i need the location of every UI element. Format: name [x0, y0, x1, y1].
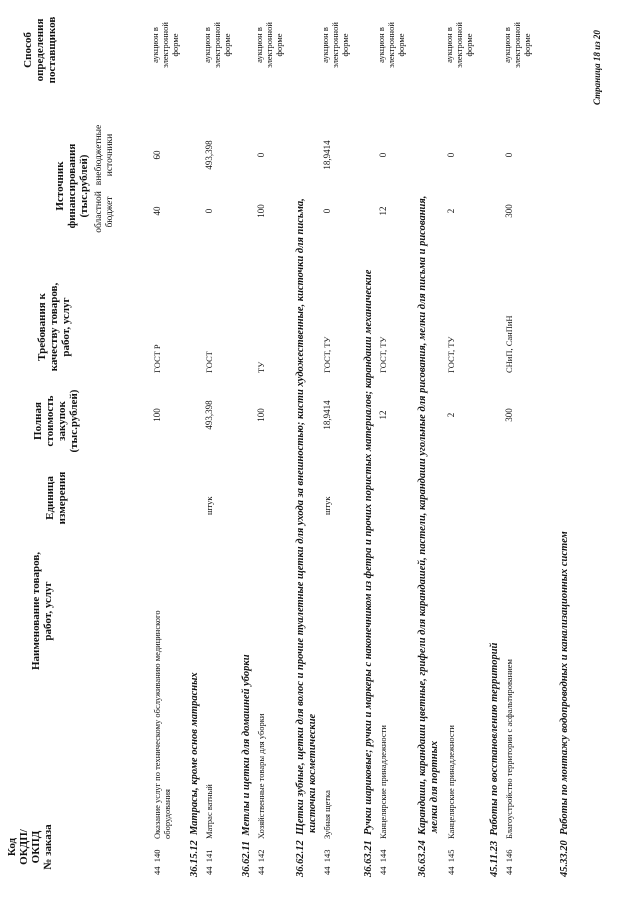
row-140-offbudget: 60: [152, 150, 162, 160]
row-142-offbudget: 0: [256, 152, 266, 158]
section-heading-36-63-24-cont: мелки для портных: [429, 740, 440, 833]
row-142-code: 44 142: [256, 849, 266, 875]
row-141-code: 44 141: [204, 849, 214, 875]
row-144-regional: 12: [378, 206, 388, 216]
row-144-offbudget: 0: [378, 152, 388, 158]
row-144-name: Канцелярские принадлежности: [378, 725, 388, 839]
row-143-code: 44 143: [322, 849, 332, 875]
header-cost: Полная стоимость закупок (тыс.рублей): [32, 389, 80, 453]
row-145-code: 44 145: [446, 849, 456, 875]
row-146-offbudget: 0: [504, 152, 514, 158]
header-method: Способ определения поставщиков: [22, 16, 58, 84]
row-141-cost: 493,398: [204, 400, 214, 430]
row-143-cost: 18,9414: [322, 400, 332, 430]
row-143-req: ГОСТ, ТУ: [322, 336, 332, 373]
row-144-req: ГОСТ, ТУ: [378, 336, 388, 373]
row-143-unit: штук: [322, 496, 332, 515]
row-143-name: Зубная щетка: [322, 790, 332, 839]
row-143-regional: 0: [322, 208, 332, 214]
section-heading-45-11-23: 45.11.23 Работы по восстановлению территорий: [489, 642, 500, 877]
row-141-unit: штук: [204, 496, 214, 515]
row-146-cost: 300: [504, 408, 514, 422]
row-146-method: аукцион в электронной форме: [502, 22, 532, 68]
section-heading-36-63-21: 36.63.21 Ручки шариковые; ручки и маркеры с наконечником из фетра и прочих пористых материалов; карандаши механические: [363, 269, 374, 877]
row-142-method: аукцион в электронной форме: [254, 22, 284, 68]
row-140-cost: 100: [152, 408, 162, 422]
row-140-regional: 40: [152, 206, 162, 216]
row-142-regional: 100: [256, 204, 266, 218]
row-146-regional: 300: [504, 204, 514, 218]
header-offbudget: внебюджетные источники: [94, 124, 115, 186]
header-code: Код ОКДП/ ОКПД № заказа: [6, 824, 54, 870]
row-140-name: Оказание услуг по техническому обслуживанию медицинского оборудования: [152, 610, 172, 839]
row-146-name: Благоустройство территории с асфальтированием: [504, 659, 514, 839]
row-143-offbudget: 18,9414: [322, 140, 332, 170]
header-unit: Единица измерения: [44, 471, 68, 525]
row-145-req: ГОСТ, ТУ: [446, 336, 456, 373]
row-141-method: аукцион в электронной форме: [202, 22, 232, 68]
row-145-method: аукцион в электронной форме: [444, 22, 474, 68]
row-140-method: аукцион в электронной форме: [150, 22, 180, 68]
header-name: Наименование товаров, работ, услуг: [30, 551, 54, 671]
row-142-cost: 100: [256, 408, 266, 422]
section-heading-36-62-12-cont: кисточки косметические: [307, 713, 318, 833]
row-143-method: аукцион в электронной форме: [320, 22, 350, 68]
section-heading-36-62-12: 36.62.12 Щетки зубные, щетки для волос и прочие туалетные щетки для ухода за внешностью; кисти художественные, кисточки для письма,: [295, 198, 306, 877]
row-144-method: аукцион в электронной форме: [376, 22, 406, 68]
row-142-req: ТУ: [256, 361, 266, 373]
row-141-name: Матрас ватный: [204, 784, 214, 839]
row-145-offbudget: 0: [446, 152, 456, 158]
row-140-code: 44 140: [152, 849, 162, 875]
row-145-cost: 2: [446, 412, 456, 418]
section-heading-36-63-24: 36.63.24 Карандаши, карандаши цветные, грифели для карандашей, пастели, карандаши угольные для рисования, мелки для письма и рисования,: [417, 195, 428, 877]
section-heading-45-33-20: 45.33.20 Работы по монтажу водопроводных и канализационных систем: [559, 531, 570, 877]
row-145-name: Канцелярские принадлежности: [446, 725, 456, 839]
row-141-offbudget: 493,398: [204, 140, 214, 170]
header-regional-budget: областной бюджет: [94, 191, 115, 233]
row-140-req: ГОСТ Р: [152, 344, 162, 373]
row-144-code: 44 144: [378, 849, 388, 875]
row-146-req: СНиП, СанПиН: [504, 315, 514, 373]
header-source: Источник финансирования (тыс.рублей): [54, 143, 90, 229]
section-heading-36-15-12: 36.15.12 Матрасы, кроме основ матрасных: [189, 672, 200, 877]
row-141-regional: 0: [204, 208, 214, 214]
row-146-code: 44 146: [504, 849, 514, 875]
header-requirements: Требования к качеству товаров, работ, услуг: [36, 282, 72, 372]
section-heading-36-62-11: 36.62.11 Метлы и щетки для домашней уборки: [241, 654, 252, 877]
page-number: Страница 18 из 20: [592, 30, 602, 105]
row-145-regional: 2: [446, 208, 456, 214]
row-144-cost: 12: [378, 410, 388, 420]
row-141-req: ГОСТ: [204, 351, 214, 373]
row-142-name: Хозяйственные товары для уборки: [256, 713, 266, 839]
